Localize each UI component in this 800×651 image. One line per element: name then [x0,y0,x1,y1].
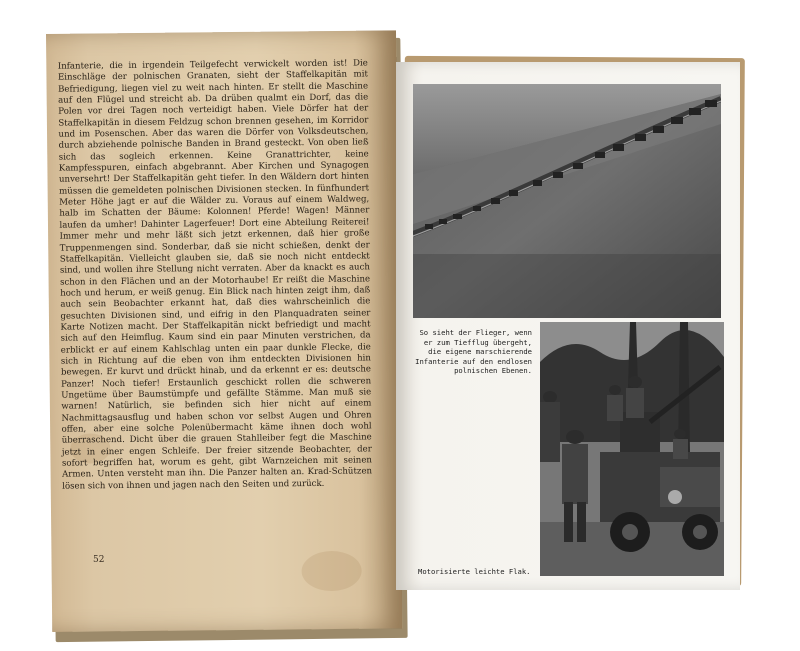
page-number: 52 [93,555,105,565]
aerial-infantry-photo [413,84,721,318]
paper-stain [301,551,361,592]
left-page-text-block [58,58,372,492]
caption-aerial-photo: So sieht der Flieger, wenn er zum Tiefflug übergeht, die eigene marschierende Infanterie auf den endlosen polnischen Ebenen. [415,328,532,376]
caption-flak-photo: Motorisierte leichte Flak. [418,567,531,576]
motorized-flak-photo [540,322,724,576]
body-text: Infanterie, die in irgendein Teilgefecht verwickelt worden ist! Die Einschläge der polnischen Granaten, sieht der Staffelkapitän mit Befriedigung, liegen viel zu weit nach hinten. Er stellt die Maschine auf den Flügel und streicht ab. Da drüben qualmt ein Dorf, das die Polen vor drei Tagen noch verteidigt haben. Viele Dörfer hat der Staffelkapitän in diesem Feldzug schon brennen gesehen, im Korridor und im Posenschen. Aber das waren die Dörfer von Volksdeutschen, durch abziehende polnische Banden in Brand gesteckt. Von oben ließ sich das sogleich erkennen. Keine Granattrichter, keine Kampfesspuren, einfach abgebrannt. Aber Kirchen und Synagogen unversehrt! Der Staffelkapitän geht tiefer. In den Wäldern dort hinten müssen die gemeldeten polnischen Divisionen stecken. In fünfhundert Meter Höhe jagt er auf die Wälder zu. Voraus auf einem Waldweg, halb im Schatten der Bäume: Kolonnen! Pferde! Wagen! Männer laufen da umher! Dahinter Lagerfeuer! Dort eine Abteilung Reiterei! Immer mehr und mehr läßt sich jetzt erkennen, daß hier große Truppenmengen sind. Sonderbar, daß sie nicht schießen, denkt der Staffelkapitän. Vielleicht glauben sie, daß sie noch nicht entdeckt sind, und wollen ihre Stellung nicht verraten. Aber da knackt es auch schon in den Flächen und an der Motorhaube! Er reißt die Maschine hoch und herum, er weiß genug. Ein Blick nach hinten zeigt ihm, daß auch sein Beobachter erkannt hat, daß dies wahrscheinlich die gesuchten Divisionen sind, und eifrig in den Planquadraten seiner Karte Notizen macht. Der Staffelkapitän nickt befriedigt und macht sich auf den Heimflug. Kaum sind ein paar Minuten verstrichen, da erblickt er auf einem Kahlschlag unten ein paar dunkle Flecke, die sich in Richtung auf die eben von ihm entdeckten Divisionen hin bewegen. Er kurvt und drückt hinab, und da erkennt er es: deutsche Panzer! Noch tiefer! Erstaunlich geschickt rollen die schweren Ungetüme über Baumstümpfe und gefällte Stämme. Man muß sie warnen! Natürlich, sie befinden sich hier nicht auf einem Nachmittagsausflug und haben schon vor selbst Augen und Ohren offen, aber eine solche Polenübermacht käme ihnen doch wohl überraschend. Dicht über die grauen Stahlleiber fegt die Maschine jetzt in einer engen Schleife. Der freier sitzende Beobachter, der sofort begriffen hat, worum es geht, gibt Warnzeichen mit seinen Armen. Unten versteht man ihn. Die Panzer halten an. Krad-Schützen lösen sich von ihnen und jagen nach den Seiten und zurück. [57,58,373,492]
